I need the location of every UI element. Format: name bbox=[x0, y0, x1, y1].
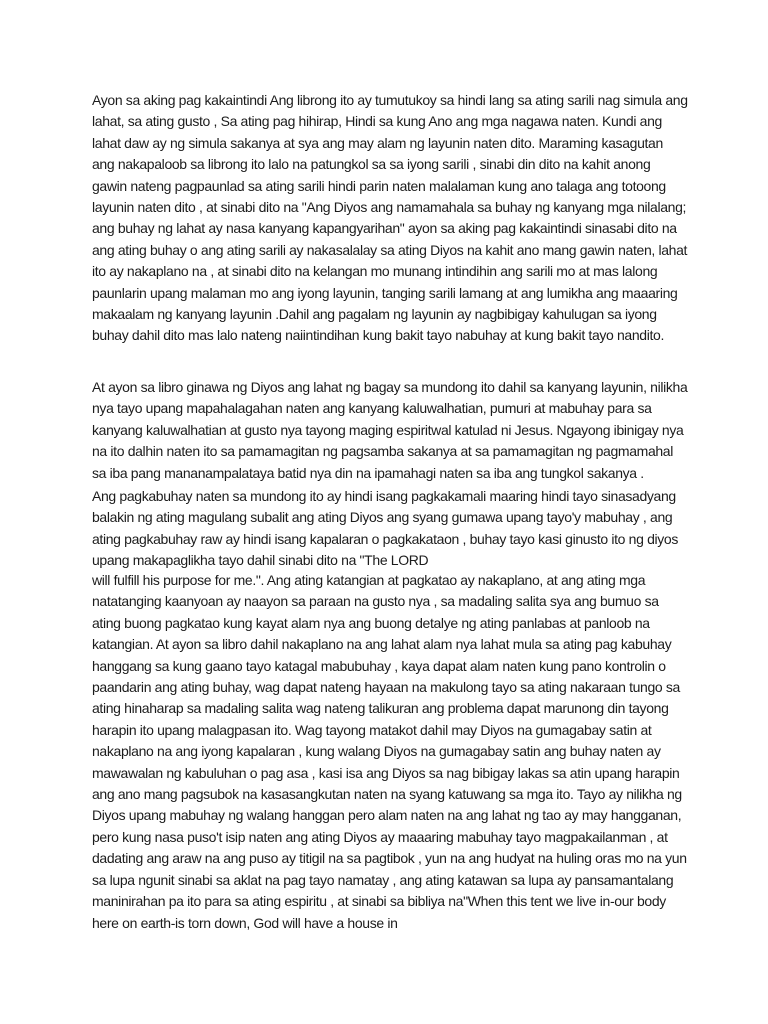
paragraph-3: Ang pagkabuhay naten sa mundong ito ay hindi isang pagkakamali maaring hindi tayo sinasadyang balakin ng ating magulang subalit ang ating Diyos ang syang gumawa upang tayo'y mabuhay , ang ating pagkabuhay raw ay hindi isang kapalaran o pagkakataon , buhay tayo kasi ginusto ito ng diyos upang makapaglikha tayo dahil sinabi dito na "The LORD bbox=[92, 488, 679, 569]
paragraph-2: At ayon sa libro ginawa ng Diyos ang lahat ng bagay sa mundong ito dahil sa kanyang layunin, nilikha nya tayo upang mapahalagahan naten ang kanyang kaluwalhatian, pumuri at mabuhay para sa kanyang kaluwalhatian at gusto nya tayong maging espiritwal katulad ni Jesus. Ngayong ibinigay nya na ito dalhin naten ito sa pamamagitan ng pagsamba sakanya at sa pamamagitan ng pagmamahal sa iba pang mananampalataya batid nya din na ipamahagi naten sa iba ang tungkol sakanya . bbox=[92, 379, 688, 481]
paragraph-4: will fulfill his purpose for me.". Ang ating katangian at pagkatao ay nakaplano, at ang ating mga natatanging kaanyoan ay naayon sa paraan na gusto nya , sa madaling salita sya ang bumuo sa ating buong pagkatao kung kayat alam nya ang buong detalye ng ating panlabas at panloob na katangian. At ayon sa libro dahil nakaplano na ang lahat alam nya lahat mula sa ating pag kabuhay hanggang sa kung gaano tayo katagal mabubuhay , kaya dapat alam naten kung pano kontrolin o paandarin ang ating buhay, wag dapat nateng hayaan na makulong tayo sa ating nakaraan tungo sa ating hinaharap sa madaling salita wag nateng talikuran ang problema dapat marunong din tayong harapin ito upang malagpasan ito. Wag tayong matakot dahil may Diyos na gumagabay satin at nakaplano na ang iyong kapalaran , kung walang Diyos na gumagabay satin ang buhay naten ay mawawalan ng kabuluhan o pag asa , kasi isa ang Diyos sa nag bibigay lakas sa atin upang harapin ang ano mang pagsubok na kasasangkutan naten na syang katuwang sa mga ito. Tayo ay nilikha ng Diyos upang mabuhay ng walang hanggan pero alam naten na ang lahat ng tao ay may hangganan, pero kung nasa puso't isip naten ang ating Diyos ay maaaring mabuhay tayo magpakailanman , at dadating ang araw na ang puso ay titigil na sa pagtibok , yun na ang hudyat na huling oras mo na yun sa lupa ngunit sinabi sa aklat na pag tayo namatay , ang ating katawan sa lupa ay pansamantalang maninirahan pa ito para sa ating espiritu , at sinabi sa bibliya na"When this tent we live in-our body here on earth-is torn down, God will have a house in bbox=[92, 572, 687, 931]
paragraph-1: Ayon sa aking pag kakaintindi Ang librong ito ay tumutukoy sa hindi lang sa ating sarili nag simula ang lahat, sa ating gusto , Sa ating pag hihirap, Hindi sa kung Ano ang mga nagawa naten. Kundi ang lahat daw ay ng simula sakanya at sya ang may alam ng layunin naten dito. Maraming kasagutan ang nakapaloob sa librong ito lalo na patungkol sa sa iyong sarili , sinabi din dito na kahit anong gawin nateng pagpaunlad sa ating sarili hindi parin naten malalaman kung ano talaga ang totoong layunin naten dito , at sinabi dito na "Ang Diyos ang namamahala sa buhay ng kanyang mga nilalang; ang buhay ng lahat ay nasa kanyang kapangyarihan" ayon sa aking pag kakaintindi sinasabi dito na ang ating buhay o ang ating sarili ay nakasalalay sa ating Diyos na kahit ano mang gawin naten, lahat ito ay nakaplano na , at sinabi dito na kelangan mo munang intindihin ang sarili mo at mas lalong paunlarin upang malaman mo ang iyong layunin, tanging sarili lamang at ang lumikha ang maaaring makaalam ng kanyang layunin .Dahil ang pagalam ng layunin ay nagbibigay kahulugan sa iyong buhay dahil dito mas lalo nateng naiintindihan kung bakit tayo nabuhay at kung bakit tayo nandito. bbox=[92, 92, 688, 344]
